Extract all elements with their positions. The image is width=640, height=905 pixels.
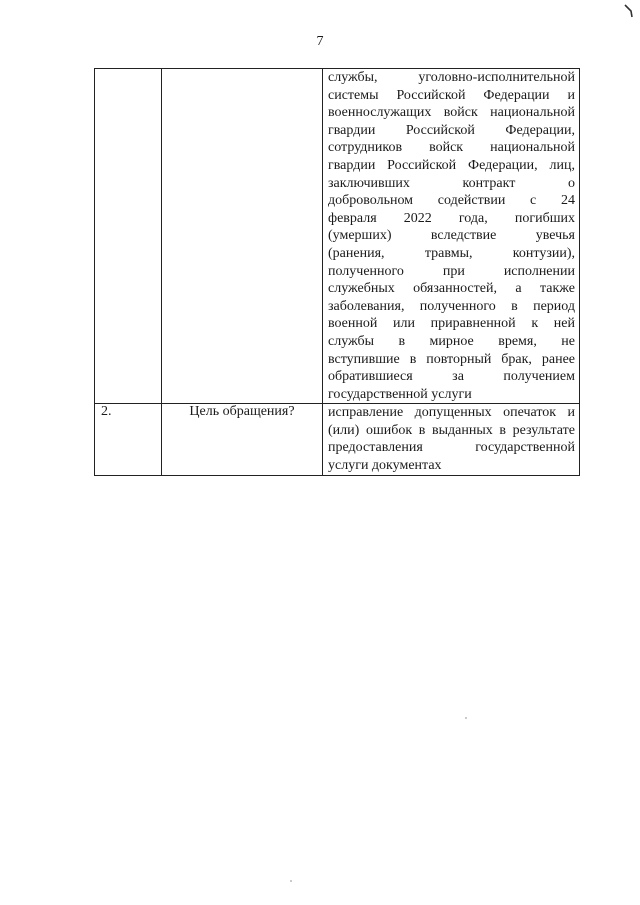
answer-line: добровольном содействии с 24 xyxy=(328,193,575,209)
table-row xyxy=(95,404,580,475)
table-row xyxy=(95,69,580,404)
answer-line: заболевания, полученного в период xyxy=(328,298,575,314)
answer-line: заключивших контракт о xyxy=(328,175,575,191)
answer-line: сотрудников войск национальной xyxy=(328,140,575,156)
answer-line: полученного при исполнении xyxy=(328,263,575,279)
answer-line: службы, уголовно-исполнительной xyxy=(328,70,575,85)
answer-line: услуги документах xyxy=(328,458,442,474)
answer-line: исправление допущенных опечаток и xyxy=(328,405,575,421)
answer-line: обратившиеся за получением xyxy=(328,369,575,385)
answer-line: (ранения, травмы, контузии), xyxy=(328,245,575,261)
answer-line: предоставления государственной xyxy=(328,440,575,456)
scan-speck xyxy=(290,880,292,882)
answer-cell xyxy=(323,404,580,475)
answer-cell xyxy=(323,69,580,404)
answer-line: военнослужащих войск национальной xyxy=(328,105,575,121)
answer-text xyxy=(323,404,579,474)
form-table xyxy=(94,68,580,476)
answer-line: вступившие в повторный брак, ранее xyxy=(328,351,575,367)
row-number-cell xyxy=(95,69,162,404)
answer-line: военной или приравненной к ней xyxy=(328,316,575,332)
question-cell: Цель обращения? xyxy=(162,404,323,475)
answer-line: гвардии Российской Федерации, xyxy=(328,122,575,138)
answer-text xyxy=(323,69,579,403)
answer-line: государственной услуги xyxy=(328,386,472,402)
answer-line: служебных обязанностей, а также xyxy=(328,281,575,297)
row-number-cell: 2. xyxy=(95,404,162,475)
answer-line: (умерших) вследствие увечья xyxy=(328,228,575,244)
answer-line: февраля 2022 года, погибших xyxy=(328,210,575,226)
answer-line: (или) ошибок в выданных в результате xyxy=(328,422,575,438)
answer-line: гвардии Российской Федерации, лиц, xyxy=(328,157,575,173)
scan-speck xyxy=(465,717,467,719)
scan-mark-icon xyxy=(624,4,634,18)
page-number: 7 xyxy=(316,34,324,49)
answer-line: службы в мирное время, не xyxy=(328,333,575,349)
question-cell xyxy=(162,69,323,404)
answer-line: системы Российской Федерации и xyxy=(328,87,575,103)
